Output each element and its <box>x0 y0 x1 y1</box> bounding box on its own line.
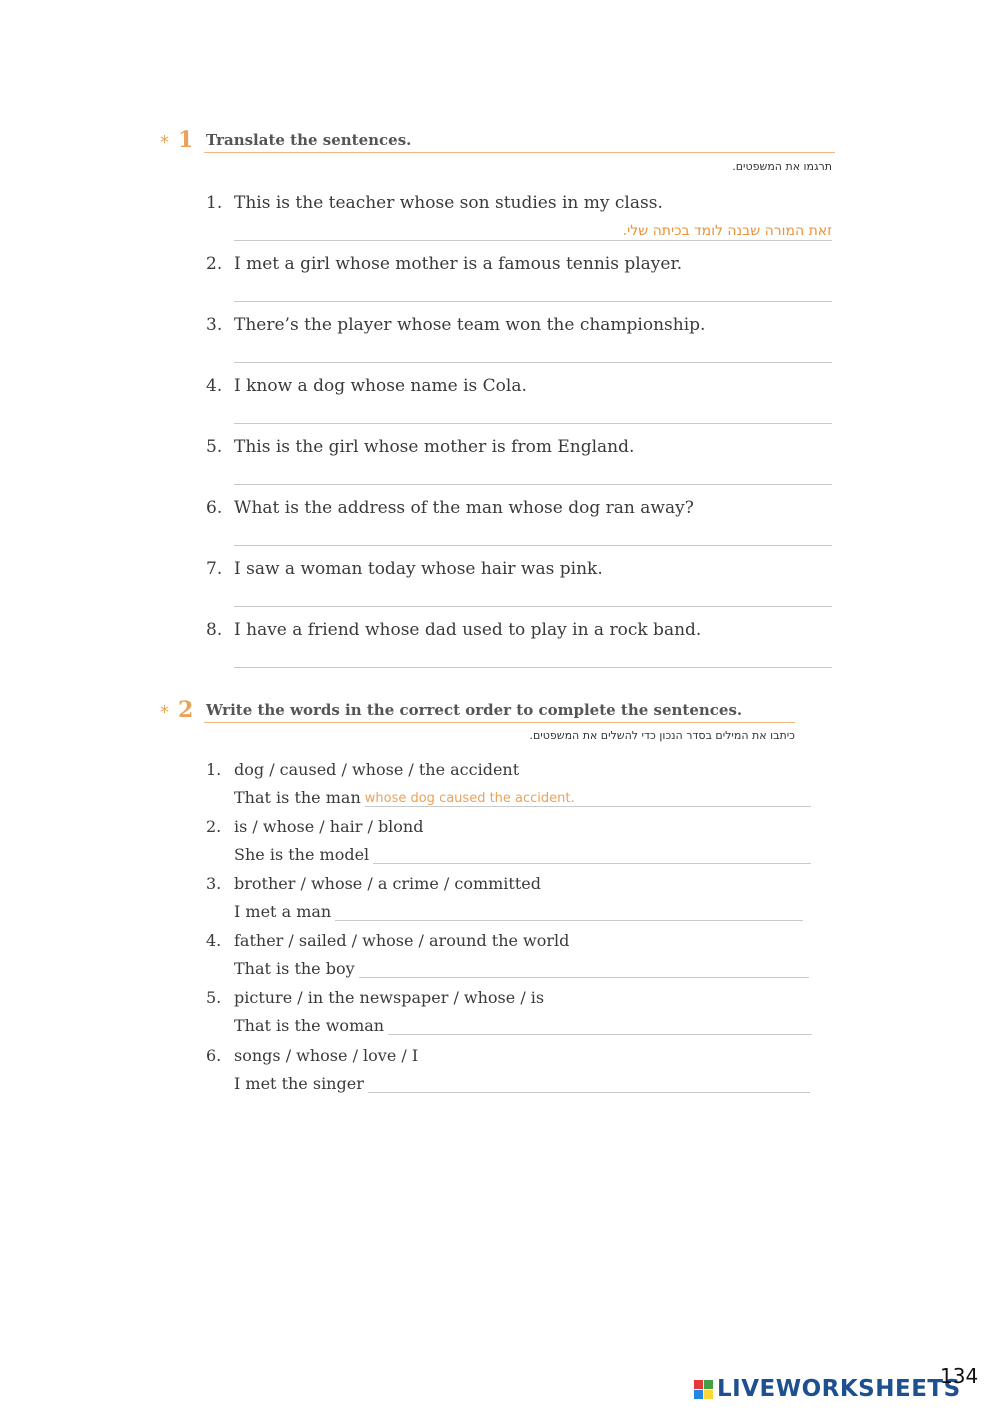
item-number: 5. <box>206 437 223 457</box>
word-prompt <box>206 931 569 950</box>
item-number: 3. <box>206 874 222 893</box>
section-title: Write the words in the correct order to complete the sentences. <box>206 701 743 719</box>
liveworksheets-logo <box>694 1376 961 1402</box>
word-prompt <box>206 760 519 779</box>
sentence-item <box>206 498 694 518</box>
completion-input[interactable] <box>368 1076 810 1093</box>
item-number: 4. <box>206 376 223 396</box>
completion-input[interactable] <box>373 847 811 864</box>
completion-row <box>234 902 803 921</box>
translation-input[interactable] <box>234 527 832 546</box>
completion-input[interactable] <box>359 961 809 978</box>
item-number: 4. <box>206 931 222 950</box>
translation-input[interactable] <box>234 405 832 424</box>
sentence-prefix: That is the man <box>234 788 361 807</box>
sentence-text: What is the address of the man whose dog ran away? <box>234 498 694 518</box>
translation-input[interactable] <box>234 344 832 363</box>
star-icon: * <box>160 702 169 723</box>
translation-input[interactable] <box>234 588 832 607</box>
completion-input[interactable] <box>388 1018 812 1035</box>
sentence-text: I know a dog whose name is Cola. <box>234 376 527 396</box>
sentence-item <box>206 559 603 579</box>
translation-input[interactable] <box>234 466 832 485</box>
translation-input[interactable] <box>234 222 832 241</box>
word-list: dog / caused / whose / the accident <box>234 760 520 779</box>
completion-row <box>234 1016 812 1035</box>
sentence-item <box>206 315 705 335</box>
logo-square-icon <box>694 1380 703 1389</box>
completion-input[interactable] <box>335 904 803 921</box>
sentence-item <box>206 254 682 274</box>
item-number: 6. <box>206 1046 222 1065</box>
item-number: 3. <box>206 315 223 335</box>
translation-answer: זאת המורה שבנה לומד בכיתה שלי. <box>622 223 832 239</box>
sentence-text: This is the teacher whose son studies in my class. <box>234 193 663 213</box>
sentence-text: I met a girl whose mother is a famous tennis player. <box>234 254 683 274</box>
logo-square-icon <box>694 1390 703 1399</box>
word-prompt <box>206 874 541 893</box>
completion-row <box>234 959 809 978</box>
completion-row <box>234 1074 810 1093</box>
logo-square-icon <box>704 1390 713 1399</box>
brand-name: LIVEWORKSHEETS <box>717 1376 961 1402</box>
section-2-header <box>160 697 795 723</box>
sentence-text: This is the girl whose mother is from England. <box>234 437 635 457</box>
item-number: 1. <box>206 193 223 213</box>
logo-square-icon <box>704 1380 713 1389</box>
item-number: 6. <box>206 498 223 518</box>
completion-input[interactable] <box>365 790 811 807</box>
page-number: 134 <box>940 1364 979 1388</box>
item-number: 2. <box>206 254 223 274</box>
sentence-prefix: I met a man <box>234 902 332 921</box>
word-list: brother / whose / a crime / committed <box>234 874 541 893</box>
sentence-text: I saw a woman today whose hair was pink. <box>234 559 603 579</box>
completion-row <box>234 845 811 864</box>
section-number: 2 <box>178 697 194 723</box>
section-number: 1 <box>178 127 194 153</box>
sentence-prefix: That is the boy <box>234 959 355 978</box>
word-prompt <box>206 817 423 836</box>
logo-grid-icon <box>694 1380 713 1399</box>
sentence-item <box>206 193 663 213</box>
item-number: 1. <box>206 760 222 779</box>
sentence-item <box>206 620 701 640</box>
sentence-prefix: That is the woman <box>234 1016 385 1035</box>
item-number: 5. <box>206 988 222 1007</box>
sentence-item <box>206 376 527 396</box>
item-number: 7. <box>206 559 223 579</box>
sentence-item <box>206 437 634 457</box>
item-number: 2. <box>206 817 222 836</box>
completion-row <box>234 788 811 807</box>
completion-answer: whose dog caused the accident. <box>364 791 575 806</box>
item-number: 8. <box>206 620 223 640</box>
word-list: songs / whose / love / I <box>234 1046 419 1065</box>
section-title: Translate the sentences. <box>206 131 412 149</box>
section-divider <box>204 722 795 723</box>
section-1-header <box>160 127 835 153</box>
translation-input[interactable] <box>234 283 832 302</box>
section-divider <box>204 152 835 153</box>
word-list: father / sailed / whose / around the world <box>234 931 570 950</box>
hebrew-instruction: תרגמו את המשפטים. <box>732 160 832 173</box>
word-list: picture / in the newspaper / whose / is <box>234 988 545 1007</box>
hebrew-instruction: כיתבו את המילים בסדר הנכון כדי להשלים את המשפטים. <box>529 729 795 742</box>
sentence-prefix: She is the model <box>234 845 370 864</box>
word-list: is / whose / hair / blond <box>234 817 424 836</box>
word-prompt <box>206 1046 418 1065</box>
sentence-text: There’s the player whose team won the championship. <box>234 315 706 335</box>
sentence-text: I have a friend whose dad used to play in a rock band. <box>234 620 702 640</box>
word-prompt <box>206 988 544 1007</box>
translation-input[interactable] <box>234 649 832 668</box>
sentence-prefix: I met the singer <box>234 1074 364 1093</box>
star-icon: * <box>160 132 169 153</box>
